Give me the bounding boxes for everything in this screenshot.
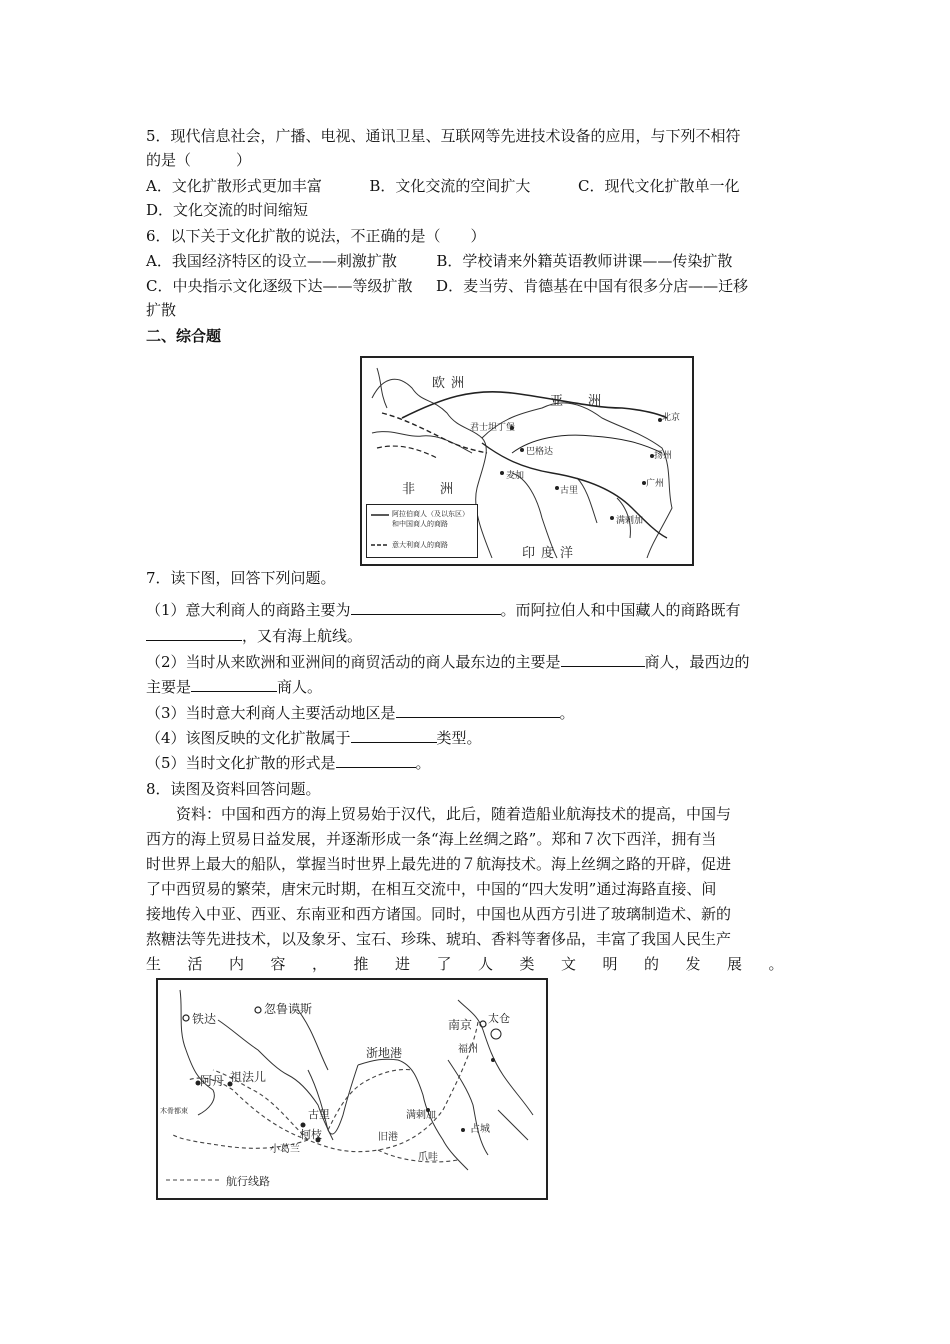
q7-blank-3[interactable] [561,652,645,667]
q6-option-a: A．我国经济特区的设立——刺激扩散 [146,252,397,270]
map2-cochin-label: 柯枝 [300,1128,322,1141]
q7-stem: 7．读下图，回答下列问题。 [146,569,336,587]
q7-sub2-text-c: 主要是 [146,678,192,696]
q7-sub2-line2 [146,677,322,697]
q5-option-a: A．文化扩散形式更加丰富 [146,177,322,195]
q7-sub2-text-b: 商人，最西边的 [644,653,750,671]
map1-legend-line1: 阿拉伯商人（及以东区） [392,510,469,518]
q6-options-row2 [146,276,748,296]
q8-para-line2: 西方的海上贸易日益发展，并逐渐形成一条“海上丝绸之路”。郑和７次下西洋，拥有当 [146,830,717,848]
q7-sub4-text-b: 类型。 [436,729,482,747]
map2-java-label: 爪哇 [418,1152,438,1163]
q8-para-line7: 生活内容，推进了人类文明的发展。 [146,955,811,973]
map2-aden-label: 阿丹 [200,1074,225,1088]
map1-legend-line2: 和中国商人的商路 [392,520,448,528]
q6-option-d-line2: 扩散 [146,301,177,319]
q6-option-b: B．学校请来外籍英语教师讲课——传染扩散 [436,252,733,270]
q7-sub1-text-c: ，又有海上航线。 [242,627,363,645]
q6-option-d-line1: D．麦当劳、肯德基在中国有很多分店——迁移 [436,277,749,295]
trade-route-map [360,356,694,566]
city-constantinople-label: 君士坦丁堡 [470,423,516,433]
map2-hormuz-label: 忽鲁谟斯 [264,1002,313,1016]
indian-ocean-label: 印度洋 [522,546,580,561]
q7-sub1-text-b: 。而阿拉伯人和中国藏人的商路既有 [500,601,741,619]
q7-sub4 [146,728,482,748]
q7-sub5 [146,753,431,773]
q5-option-d: D．文化交流的时间缩短 [146,201,309,219]
q7-sub1-line2 [146,626,362,646]
city-beijing-label: 北京 [662,413,681,423]
q5-stem-line1: 5．现代信息社会，广播、电视、通讯卫星、互联网等先进技术设备的应用，与下列不相符 [146,127,741,145]
q7-sub3-text-b: 。 [559,704,575,722]
q6-options-row1 [146,251,732,271]
q7-sub2-text-a: （2）当时从来欧洲和亚洲间的商贸活动的商人最东边的主要是 [146,653,561,671]
q7-sub3-text-a: （3）当时意大利商人主要活动地区是 [146,704,396,722]
q7-sub3 [146,703,575,723]
map1-legend [366,504,478,558]
q5-option-c: C．现代文化扩散单一化 [578,177,740,195]
q8-para-line6: 熬糖法等先进技术，以及象牙、宝石、珍珠、琥珀、香料等奢侈品，丰富了我国人民生产 [146,930,732,948]
city-guangzhou-label: 广州 [646,479,665,489]
map2-malacca-label: 满剌加 [406,1110,436,1121]
map2-mogadishu-label: 木骨都束 [160,1107,188,1115]
q7-sub4-text-a: （4）该图反映的文化扩散属于 [146,729,351,747]
map2-calicut-label: 古里 [308,1108,330,1121]
africa-label: 非 洲 [402,482,460,497]
q7-blank-2[interactable] [146,626,242,641]
q7-blank-4[interactable] [191,677,277,692]
asia-label: 亚 洲 [550,394,608,409]
city-calicut-label: 古里 [560,486,579,496]
city-malacca-label: 满剌加 [616,516,644,526]
q5-stem-line2: 的是（ ） [146,151,252,169]
q8-para-line3: 时世界上最大的船队，掌握当时世界上最先进的７航海技术。海上丝绸之路的开辟，促进 [146,855,732,873]
map2-fuzhou-label: 福州 [458,1044,478,1055]
zheng-he-voyage-map [156,978,548,1200]
q5-option-b: B．文化交流的空间扩大 [369,177,531,195]
q7-sub5-text-a: （5）当时文化扩散的形式是 [146,754,336,772]
map2-taicang-label: 太仓 [488,1012,510,1025]
city-yangzhou-label: 扬州 [654,451,673,461]
europe-label: 欧洲 [432,376,471,391]
q6-stem: 6．以下关于文化扩散的说法，不正确的是（ ） [146,227,486,245]
q8-para-line4: 了中西贸易的繁荣，唐宋元时期，在相互交流中，中国的“四大发明”通过海路直接、间 [146,880,717,898]
map2-dhofar-label: 祖法儿 [230,1070,267,1084]
q8-stem: 8．读图及资料回答问题。 [146,780,321,798]
city-mecca-label: 麦加 [506,471,525,481]
section-title: 二、综合题 [146,327,222,345]
map2-legend-label: 航行线路 [226,1175,270,1188]
q7-blank-6[interactable] [351,728,437,743]
map2-maldives-label: 小葛兰 [270,1144,300,1155]
map2-bengal-label: 浙地港 [366,1046,403,1060]
q7-sub1-line1 [146,600,741,620]
map2-jidda-label: 铁达 [192,1012,217,1026]
q7-blank-5[interactable] [396,703,560,718]
map2-old-port-label: 旧港 [378,1132,398,1143]
q7-sub5-text-b: 。 [415,754,431,772]
q5-options-row [146,176,739,196]
q6-option-c: C．中央指示文化逐级下达——等级扩散 [146,277,413,295]
map2-champa-label: 占城 [470,1124,490,1135]
q8-para-line1: 资料：中国和西方的海上贸易始于汉代，此后，随着造船业航海技术的提高，中国与 [176,805,732,823]
q7-blank-7[interactable] [336,753,416,768]
map1-legend-line3: 意大利商人的商路 [392,541,448,549]
city-baghdad-label: 巴格达 [526,447,554,457]
q7-sub2-line1 [146,652,750,672]
q7-blank-1[interactable] [351,600,501,615]
map2-nanjing-label: 南京 [448,1018,473,1032]
q7-sub1-text-a: （1）意大利商人的商路主要为 [146,601,351,619]
q8-para-line5: 接地传入中亚、西亚、东南亚和西方诸国。同时，中国也从西方引进了玻璃制造术、新的 [146,905,732,923]
q7-sub2-text-d: 商人。 [277,678,323,696]
